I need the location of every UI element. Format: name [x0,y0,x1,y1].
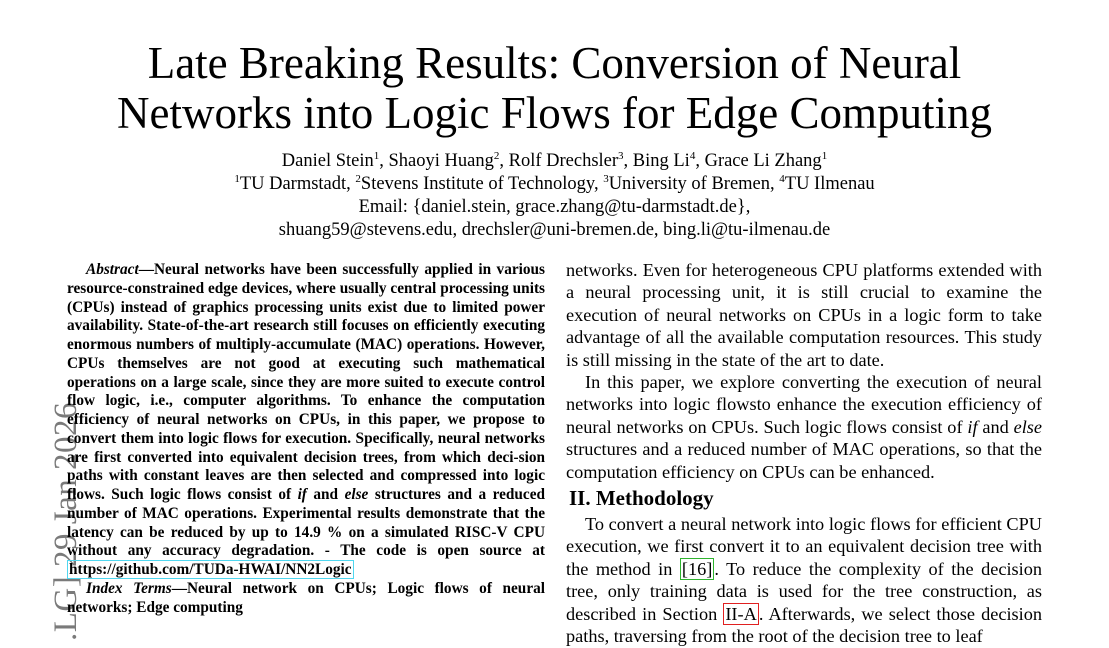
affiliation-marker: 1 [821,150,828,162]
affiliation-number: 2 [355,173,361,185]
abstract [67,261,545,580]
author-separator: , [379,151,389,171]
if-keyword: if [967,416,978,437]
title-line-1: Late Breaking Results: Conversion of Neural [147,38,962,88]
author-separator: , [695,151,705,171]
author-name: Grace Li Zhang [704,151,822,171]
affiliation-marker: 1 [373,150,380,162]
citation-link[interactable]: [16] [681,558,713,579]
affiliation-name: University of Bremen [608,174,771,194]
paragraph-3-text-cont: . To reduce the complexity of the decision tree, only training data is used for the tree construction, as described in Section [566,558,1042,624]
paragraph-1: networks. Even for heterogeneous CPU platforms extended with a neural processing unit, it is still crucial to examine the execution of neural networks on CPUs in a logic form to take advantage of all the available computation resources. This study is still missing in the state of the art to date. [566,260,1042,370]
else-keyword: else [344,486,369,503]
index-terms-text: Neural network on CPUs; Logic flows of neural networks; Edge computing [67,579,546,616]
and-word: and [306,486,345,503]
affiliation-separator: , [770,174,780,194]
paper-title [60,38,1049,138]
code-repository-link[interactable]: https://github.com/TUDa-HWAI/NN2Logic [69,561,352,578]
affiliation-number: 1 [234,173,240,185]
paragraph-3 [566,513,1042,647]
affiliation-name: TU Ilmenau [784,174,875,194]
affiliation-separator: , [346,174,356,194]
affiliation-number: 3 [603,173,609,185]
index-terms-label: Index Terms [86,579,172,597]
author-name: Bing Li [632,151,690,171]
paragraph-3-text-end: . Afterwards, we select those decision paths, traversing from the root of the decision tree to leaf [566,603,1043,647]
abstract-text: Neural networks have been successfully applied in various resource-constrained edge devices, where usually central processing units (CPUs) instead of graphics processing units exist due to limited power availability. State-of-the-art research still focuses on efficiently executing enormous numbers of multiply-accumulate (MAC) operations. However, CPUs themselves are not good at executing such mathematical operations on a large scale, since they are more suited to execute control flow logic, i.e., computer algorithms. To enhance the computation efficiency of neural networks on CPUs, in this paper, we propose to convert them into logic flows for execution. Specifically, neural networks are first converted into equivalent decision trees, from which deci-sion paths with constant leaves are then selected and compressed into logic flows. Such logic flows consist of [67,261,545,503]
abstract-dash: — [138,261,154,278]
section-reference-link[interactable]: II-A [725,603,757,624]
else-keyword: else [1013,416,1042,437]
affiliation-marker: 4 [689,150,696,162]
section-heading-methodology: II. Methodology [569,486,714,511]
paragraph-2-text: In this paper, we explore converting the execution of neural networks into logic flowsto enhance the execution efficiency of neural networks on CPUs. Such logic flows consist of [566,372,1042,437]
title-line-2: Networks into Logic Flows for Edge Computing [117,88,992,138]
affiliation-marker: 2 [493,150,500,162]
index-terms-dash: — [171,579,187,597]
affiliation-list [100,173,1009,196]
author-name: Rolf Drechsler [508,151,619,171]
paragraph-2-text-cont: structures and a reduced number of MAC operations, so that the computation efficiency on CPUs can be enhanced. [566,439,1042,482]
if-keyword: if [297,486,307,503]
author-separator: , [499,151,509,171]
email-line-1: Email: {daniel.stein, grace.zhang@tu-darmstadt.de}, [358,197,751,217]
author-name: Daniel Stein [281,151,374,171]
affiliation-marker: 3 [618,150,624,162]
affiliation-name: Stevens Institute of Technology [360,174,594,194]
and-word: and [977,416,1014,437]
affiliation-number: 4 [779,173,785,185]
abstract-column [67,261,545,617]
affiliation-separator: , [593,174,604,194]
paragraph-3-text: To convert a neural network into logic flows for efficient CPU execution, we first convert it to an equivalent decision tree with the method in [566,514,1042,579]
author-block [100,150,1009,242]
author-name: Shaoyi Huang [388,151,494,171]
author-separator: , [623,151,633,171]
author-list [100,150,1009,173]
paragraph-2 [566,371,1042,483]
body-column [566,259,1042,648]
email-line-2: shuang59@stevens.edu, drechsler@uni-bremen.de, bing.li@tu-ilmenau.de [278,220,831,240]
arxiv-stamp: .LG] 29 Jan 2026 [48,402,84,641]
abstract-text-cont: structures and a reduced number of MAC operations. Experimental results demonstrate that the latency can be reduced by up to 14.9 % on a simulated RISC-V CPU without any accuracy degradation. - The code is open source at [67,486,546,560]
abstract-label: Abstract [86,261,139,278]
affiliation-name: TU Darmstadt [239,174,347,194]
index-terms [67,580,545,618]
